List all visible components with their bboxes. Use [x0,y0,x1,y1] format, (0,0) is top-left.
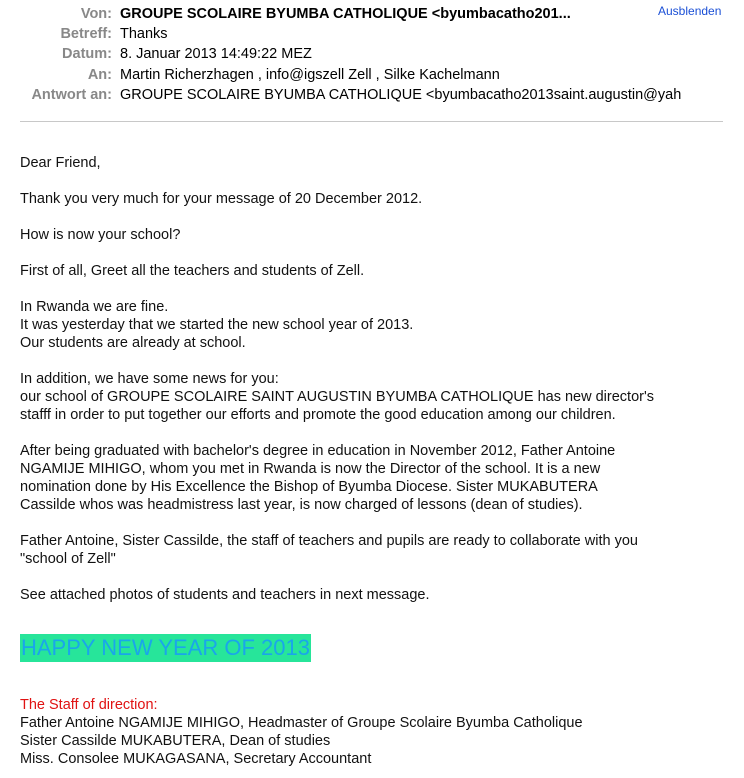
greeting: Dear Friend, [20,155,101,171]
to-label: An: [87,67,112,83]
text-line: In addition, we have some news for you: [20,371,279,387]
from-label: Von: [80,6,112,22]
text-line: "school of Zell" [20,551,116,567]
paragraph-greet: First of all, Greet all the teachers and students of Zell. [20,263,365,279]
from-row [0,4,744,24]
paragraph-director [20,442,736,514]
text-line: our school of GROUPE SCOLAIRE SAINT AUGUSTIN BYUMBA CATHOLIQUE has new director's [20,389,654,405]
paragraph-thanks: Thank you very much for your message of 20 December 2012. [20,191,423,207]
paragraph-collaborate [20,532,736,568]
reply-to-label: Antwort an: [31,87,112,103]
to-row [0,65,744,85]
from-value[interactable]: GROUPE SCOLAIRE BYUMBA CATHOLIQUE <byumbacatho201... [120,6,571,22]
date-value: 8. Januar 2013 14:49:22 MEZ [120,46,312,62]
text-line: Cassilde whos was headmistress last year, is now charged of lessons (dean of studies). [20,497,583,513]
paragraph-news [20,370,736,424]
to-value[interactable]: Martin Richerzhagen , info@igszell Zell , Silke Kachelmann [120,67,500,83]
text-line: It was yesterday that we started the new school year of 2013. [20,317,414,333]
text-line: nomination done by His Excellence the Bishop of Byumba Diocese. Sister MUKABUTERA [20,479,598,495]
text-line: Our students are already at school. [20,335,246,351]
subject-value: Thanks [120,26,168,42]
text-line: NGAMIJE MIHIGO, whom you met in Rwanda is now the Director of the school. It is a new [20,461,601,477]
date-label: Datum: [62,46,112,62]
hide-details-link[interactable]: Ausblenden [658,4,722,18]
header-divider [20,121,723,122]
text-line: stafff in order to put together our efforts and promote the good education among our children. [20,407,616,423]
date-row [0,44,744,64]
staff-line: Sister Cassilde MUKABUTERA, Dean of studies [20,733,331,749]
reply-to-value[interactable]: GROUPE SCOLAIRE BYUMBA CATHOLIQUE <byumbacatho2013saint.augustin@yah [120,87,682,103]
staff-title: The Staff of direction: [20,697,158,713]
text-line: After being graduated with bachelor's degree in education in November 2012, Father Antoine [20,443,616,459]
subject-label: Betreff: [60,26,112,42]
message-body [20,154,736,768]
mail-header [0,0,744,120]
staff-line: Miss. Consolee MUKAGASANA, Secretary Accountant [20,751,372,767]
reply-to-row [0,85,744,105]
staff-line: Father Antoine NGAMIJE MIHIGO, Headmaster of Groupe Scolaire Byumba Catholique [20,715,583,731]
text-line: Father Antoine, Sister Cassilde, the staff of teachers and pupils are ready to collaborate with you [20,533,638,549]
text-line: In Rwanda we are fine. [20,299,169,315]
paragraph-rwanda [20,298,736,352]
paragraph-photos: See attached photos of students and teachers in next message. [20,587,430,603]
happy-new-year-highlight: HAPPY NEW YEAR OF 2013 [21,635,310,660]
spacer [20,662,736,696]
staff-block [20,696,736,768]
paragraph-question: How is now your school? [20,227,181,243]
subject-row [0,24,744,44]
